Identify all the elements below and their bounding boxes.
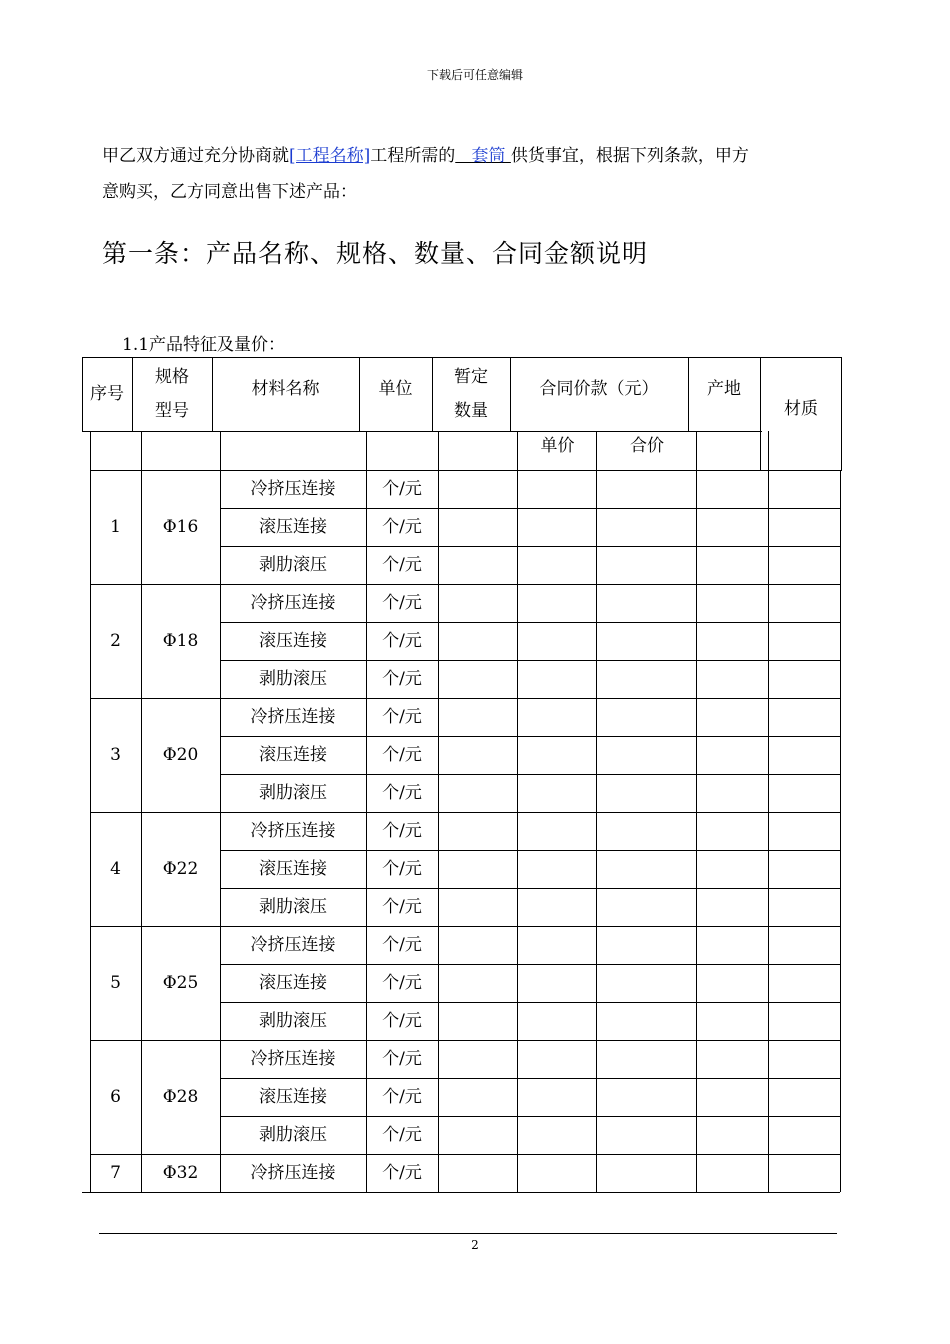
intro-suffix: 供货事宜，根据下列条款，甲方: [510, 146, 749, 166]
table-rule: [517, 470, 518, 1192]
row-spec: Φ16: [162, 517, 199, 537]
table-rule: [517, 431, 518, 470]
row-unit: 个/元: [382, 517, 422, 537]
row-seq: 7: [110, 1163, 121, 1183]
table-rule: [510, 357, 511, 431]
table-rule: [438, 470, 439, 1192]
table-rule: [768, 431, 769, 470]
table-rule: [220, 888, 840, 889]
table-rule: [840, 470, 841, 1192]
footer-rule: [99, 1233, 837, 1234]
table-rule: [220, 964, 840, 965]
article-title: 第一条：产品名称、规格、数量、合同金额说明: [102, 239, 649, 268]
row-seq: 5: [110, 973, 121, 993]
row-spec: Φ22: [162, 859, 199, 879]
row-material-name: 滚压连接: [259, 517, 327, 537]
header-unit: 单位: [378, 379, 413, 399]
table-rule: [220, 470, 221, 1192]
row-unit: 个/元: [382, 1011, 422, 1031]
table-rule: [760, 431, 761, 470]
row-material-name: 冷挤压连接: [250, 707, 336, 727]
row-unit: 个/元: [382, 593, 422, 613]
row-unit: 个/元: [382, 1163, 422, 1183]
intro-paragraph: [102, 138, 847, 210]
header-total-price: 合价: [630, 436, 664, 456]
row-unit: 个/元: [382, 479, 422, 499]
table-rule: [596, 431, 597, 470]
table-rule: [688, 357, 689, 431]
table-rule: [366, 470, 367, 1192]
table-rule: [82, 357, 83, 431]
row-material-name: 滚压连接: [259, 745, 327, 765]
table-rule: [82, 431, 762, 432]
table-rule: [841, 357, 842, 470]
row-material-name: 剥肋滚压: [259, 669, 327, 689]
row-material-name: 冷挤压连接: [250, 821, 336, 841]
row-unit: 个/元: [382, 669, 422, 689]
table-rule: [220, 584, 840, 585]
row-material-name: 冷挤压连接: [250, 935, 336, 955]
row-unit: 个/元: [382, 973, 422, 993]
price-table: [82, 357, 842, 1197]
row-unit: 个/元: [382, 1125, 422, 1145]
table-rule: [220, 774, 840, 775]
table-rule: [438, 431, 439, 470]
row-seq: 2: [110, 631, 121, 651]
table-rule: [220, 926, 840, 927]
row-unit: 个/元: [382, 1087, 422, 1107]
row-spec: Φ18: [162, 631, 199, 651]
header-spec-line1: 规格: [155, 367, 189, 387]
row-seq: 4: [110, 859, 121, 879]
intro-middle: 工程所需的: [370, 146, 456, 166]
table-rule: [220, 698, 840, 699]
row-unit: 个/元: [382, 859, 422, 879]
table-rule: [212, 357, 213, 431]
table-rule: [220, 431, 221, 470]
table-rule: [90, 1192, 220, 1193]
subsection-title: 1.1产品特征及量价：: [122, 335, 286, 355]
header-seq: 序号: [90, 384, 124, 404]
row-spec: Φ20: [162, 745, 199, 765]
table-rule: [90, 1154, 220, 1155]
table-rule: [220, 1040, 840, 1041]
table-rule: [90, 926, 220, 927]
table-rule: [220, 1192, 840, 1193]
table-rule: [220, 1116, 840, 1117]
row-material-name: 冷挤压连接: [250, 479, 336, 499]
table-rule: [596, 470, 597, 1192]
table-rule: [90, 698, 220, 699]
project-name-link[interactable]: [工程名称]: [289, 146, 371, 166]
table-rule: [132, 357, 133, 431]
row-material-name: 剥肋滚压: [259, 555, 327, 575]
header-origin: 产地: [707, 379, 741, 399]
table-rule: [768, 470, 769, 1192]
table-rule: [432, 357, 433, 431]
row-unit: 个/元: [382, 935, 422, 955]
row-unit: 个/元: [382, 897, 422, 917]
intro-prefix: 甲乙双方通过充分协商就: [102, 146, 289, 166]
table-rule: [220, 850, 840, 851]
table-rule: [90, 1040, 220, 1041]
table-rule: [220, 622, 840, 623]
table-rule: [696, 470, 697, 1192]
header-qty: [432, 357, 510, 431]
header-spec-line2: 型号: [155, 401, 189, 421]
row-seq: 3: [110, 745, 121, 765]
table-rule: [90, 470, 842, 471]
row-material-name: 滚压连接: [259, 859, 327, 879]
table-rule: [82, 357, 842, 358]
row-unit: 个/元: [382, 707, 422, 727]
table-rule: [82, 1192, 90, 1193]
header-note: 下载后可任意编辑: [426, 68, 523, 82]
header-material-name: 材料名称: [251, 379, 320, 399]
table-rule: [366, 431, 367, 470]
product-blank: [455, 146, 511, 166]
row-material-name: 剥肋滚压: [259, 1125, 327, 1145]
row-unit: 个/元: [382, 555, 422, 575]
table-rule: [220, 508, 840, 509]
row-unit: 个/元: [382, 783, 422, 803]
table-rule: [220, 1154, 840, 1155]
table-rule: [220, 660, 840, 661]
product-blank-value: 套筒: [471, 146, 506, 166]
table-rule: [760, 357, 761, 431]
table-rule: [141, 431, 142, 470]
row-spec: Φ32: [162, 1163, 199, 1183]
header-qty-line1: 暂定: [454, 367, 488, 387]
table-rule: [220, 546, 840, 547]
table-rule: [696, 431, 697, 470]
table-rule: [90, 584, 220, 585]
header-contract-price: 合同价款（元）: [539, 379, 659, 399]
table-rule: [220, 1002, 840, 1003]
row-material-name: 冷挤压连接: [250, 1049, 336, 1069]
row-material-name: 剥肋滚压: [259, 897, 327, 917]
table-rule: [90, 470, 91, 1192]
row-unit: 个/元: [382, 1049, 422, 1069]
row-unit: 个/元: [382, 631, 422, 651]
row-seq: 1: [110, 517, 121, 537]
row-material-name: 滚压连接: [259, 631, 327, 651]
table-rule: [90, 431, 91, 470]
page-number: 2: [471, 1238, 479, 1252]
header-spec: [132, 357, 212, 431]
row-spec: Φ25: [162, 973, 199, 993]
header-unit-price: 单价: [540, 436, 575, 456]
row-material-name: 冷挤压连接: [250, 1163, 336, 1183]
row-material-name: 滚压连接: [259, 1087, 327, 1107]
row-seq: 6: [110, 1087, 121, 1107]
table-rule: [220, 1078, 840, 1079]
row-spec: Φ28: [162, 1087, 199, 1107]
header-material: 材质: [784, 399, 818, 419]
row-unit: 个/元: [382, 821, 422, 841]
header-qty-line2: 数量: [454, 401, 488, 421]
row-material-name: 冷挤压连接: [250, 593, 336, 613]
table-rule: [359, 357, 360, 431]
intro-line2: 意购买，乙方同意出售下述产品：: [102, 182, 357, 202]
row-unit: 个/元: [382, 745, 422, 765]
table-rule: [220, 812, 840, 813]
table-rule: [90, 812, 220, 813]
row-material-name: 滚压连接: [259, 973, 327, 993]
table-rule: [220, 736, 840, 737]
row-material-name: 剥肋滚压: [259, 1011, 327, 1031]
row-material-name: 剥肋滚压: [259, 783, 327, 803]
table-rule: [141, 470, 142, 1192]
